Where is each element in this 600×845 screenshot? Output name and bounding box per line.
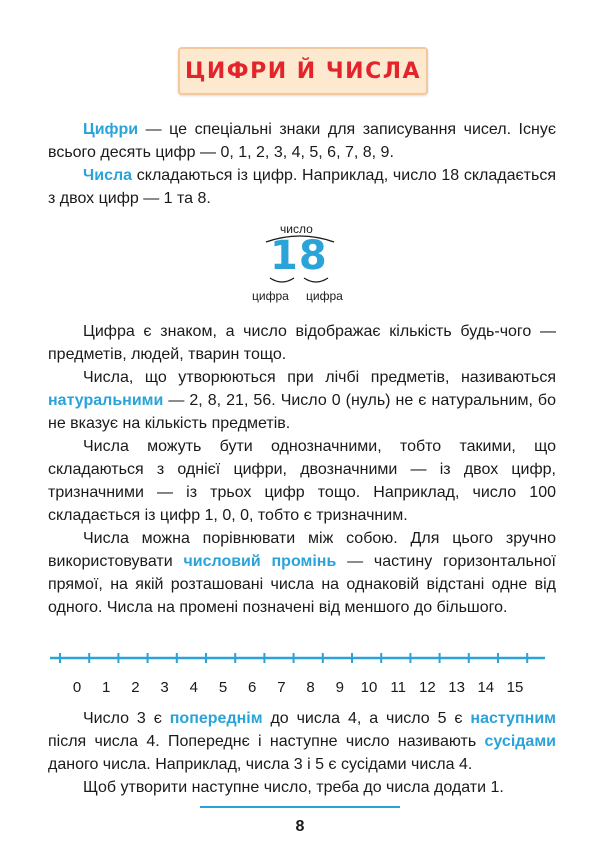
number-line-label: 2 xyxy=(131,679,140,696)
number-line-label: 6 xyxy=(248,679,257,696)
number-line-label: 9 xyxy=(335,679,344,696)
number-line-label: 7 xyxy=(277,679,286,696)
number-line-label: 8 xyxy=(306,679,315,696)
paragraph-natural: Числа, що утворюються при лічбі предметів, називаються натуральними — 2, 8, 21, 56. Число 0 (нуль) не є натуральним, бо не вказує на кількість предметів. xyxy=(48,369,556,432)
diagram-digit-label-left: цифра xyxy=(252,289,289,303)
number-line-label: 3 xyxy=(160,679,169,696)
number-line-label: 15 xyxy=(506,679,524,696)
number-line-label: 1 xyxy=(102,679,111,696)
paragraph-numbers xyxy=(48,164,556,210)
term-number-ray: числовий промінь xyxy=(183,553,337,570)
number-line-label: 5 xyxy=(218,679,228,696)
diagram-number: 18 xyxy=(270,233,328,279)
diagram-digit-label-right: цифра xyxy=(306,289,343,303)
number-line-label: 11 xyxy=(390,679,406,696)
number-line-label: 4 xyxy=(189,679,198,696)
term-digits: Цифри xyxy=(83,121,139,138)
paragraph-digit-vs-number: Цифра є знаком, а число відображає кількість будь-чого — предметів, людей, тварин тощо. xyxy=(48,323,556,363)
term-numbers: Числа xyxy=(83,167,133,184)
page-title: ЦИФРИ Й ЧИСЛА xyxy=(184,58,422,84)
term-neighbors: сусідами xyxy=(484,733,556,750)
diagram-number-label: число xyxy=(280,222,313,236)
paragraph-digits-text: — це спеціальні знаки для записування чисел. Існує всього десять цифр — 0, 1, 2, 3, 4, 5, 6, 7, 8, 9. xyxy=(48,121,556,161)
term-natural: натуральними xyxy=(48,392,164,409)
paragraph-numbers-text: складаються із цифр. Наприклад, число 18 складається з двох цифр — 1 та 8. xyxy=(48,167,556,207)
paragraph-number-ray: Числа можна порівнювати між собою. Для цього зручно використовувати числовий промінь — частину горизонтальної прямої, на якій розташовані числа на однаковій відстані одне від одного. Числа на промені позначені від меншого до більшого. xyxy=(48,530,556,616)
number-line-label: 0 xyxy=(72,679,82,696)
paragraph-digits xyxy=(48,118,556,164)
paragraph-next-number: Щоб утворити наступне число, треба до числа додати 1. xyxy=(83,779,504,796)
number-line xyxy=(40,648,560,698)
bottom-divider xyxy=(200,806,400,808)
number-line-label: 14 xyxy=(477,679,495,696)
term-previous: попереднім xyxy=(169,710,263,727)
number-line-label: 10 xyxy=(360,679,378,696)
page-number: 8 xyxy=(295,818,305,835)
term-next: наступним xyxy=(470,710,557,727)
title-banner xyxy=(178,47,428,95)
number-line-label: 13 xyxy=(448,679,465,696)
paragraph-digit-count: Числа можуть бути однозначними, тобто такими, що складаються з однієї цифри, двозначними — із двох цифр, тризначними — із трьох цифр тощо. Наприклад, число 100 складається із цифр 1, 0, 0, тобто є тризначним. xyxy=(48,438,556,524)
paragraph-neighbors: Число 3 є попереднім до числа 4, а число 5 є наступним після числа 4. Попереднє і наступне число називають сусідами даного числа. Наприклад, числа 3 і 5 є сусідами числа 4. xyxy=(48,710,557,773)
number-line-label: 12 xyxy=(419,679,436,696)
